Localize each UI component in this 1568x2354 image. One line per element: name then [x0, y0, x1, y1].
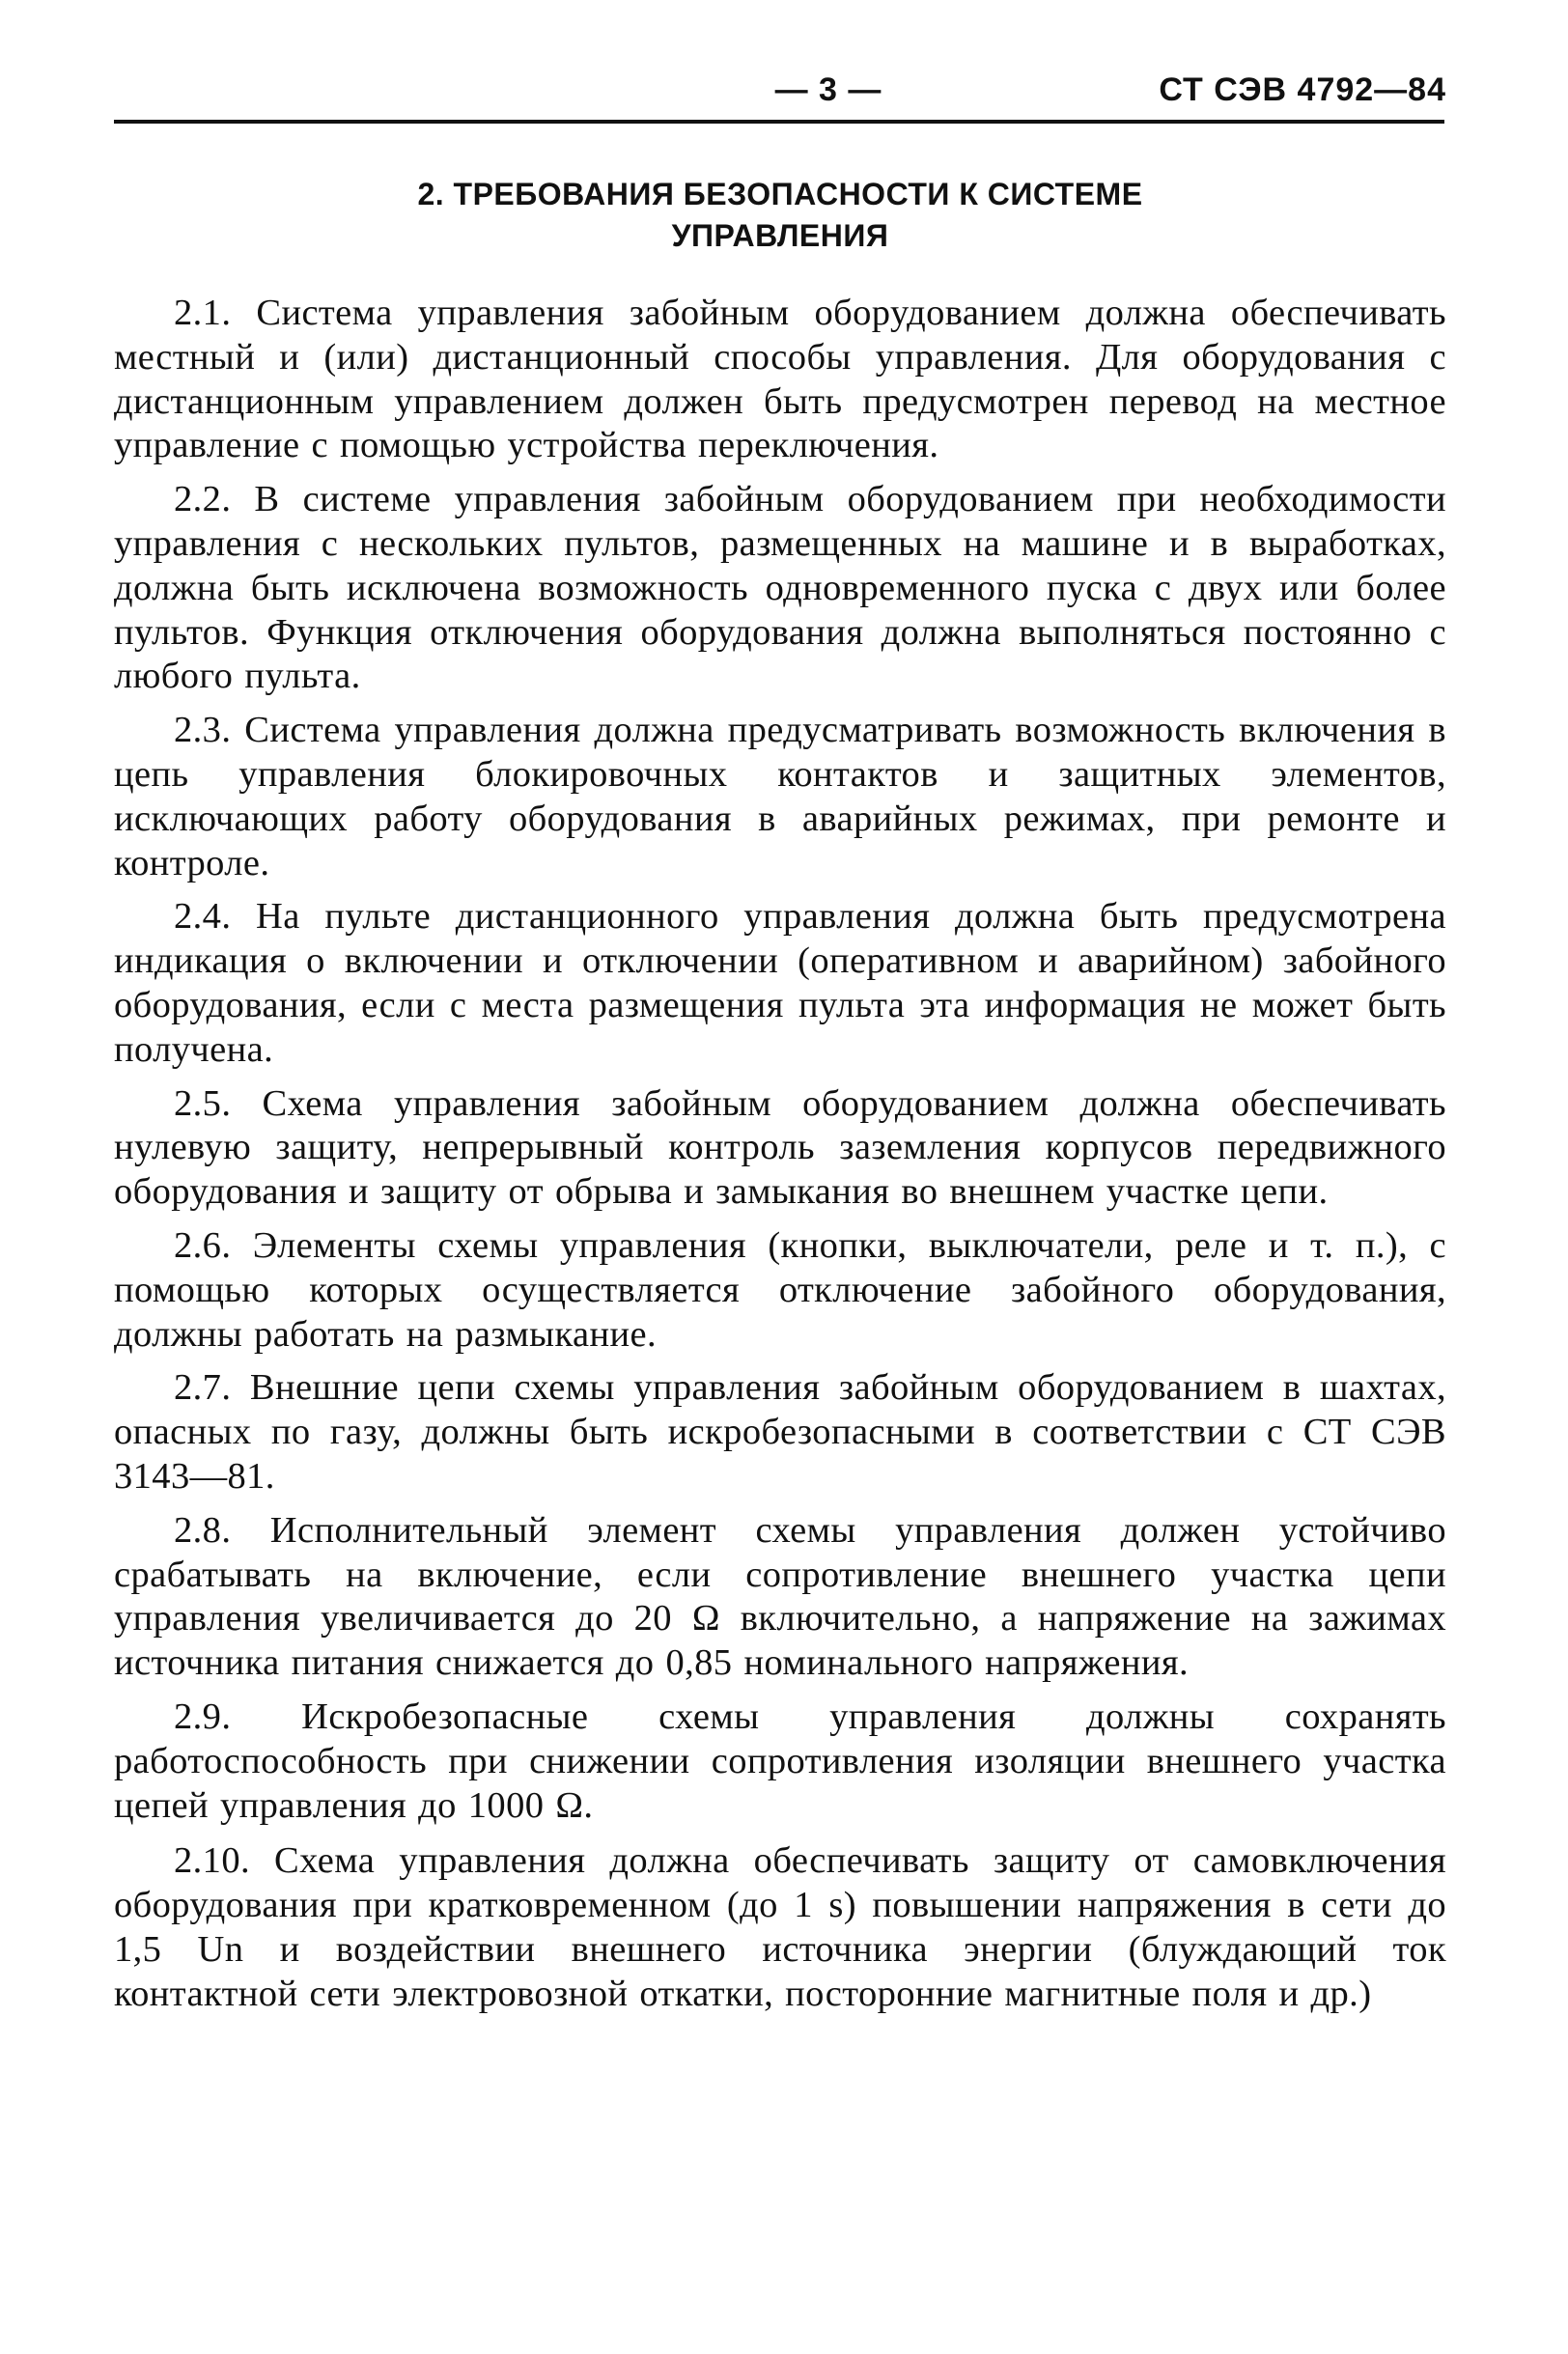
section-title	[114, 174, 1446, 257]
document-code: СТ СЭВ 4792—84	[1159, 71, 1446, 108]
paragraph-2-4: 2.4. На пульте дистанционного управления должна быть предусмотрена индикация о включении и отключении (оперативном и аварийном) забойного оборудования, если с места размещения пульта эта информация не может быть получена.	[114, 896, 1446, 1070]
page-number: — 3 —	[774, 71, 882, 108]
paragraph-2-7: 2.7. Внешние цепи схемы управления забойным оборудованием в шахтах, опасных по газу, должны быть искробезопасными в соответствии с СТ СЭВ 3143—81.	[114, 1367, 1446, 1497]
section-title-line-2: УПРАВЛЕНИЯ	[671, 218, 889, 253]
paragraph-2-3: 2.3. Система управления должна предусматривать возможность включения в цепь управления блокировочных контактов и защитных элементов, исключающих работу оборудования в аварийных режимах, при ремонте и контроле.	[114, 710, 1446, 883]
section-title-line-1: 2. ТРЕБОВАНИЯ БЕЗОПАСНОСТИ К СИСТЕМЕ	[417, 177, 1143, 211]
paragraph-2-1: 2.1. Система управления забойным оборудованием должна обеспечивать местный и (или) дистанционный способы управления. Для оборудования с дистанционным управлением должен быть предусмотрен перевод на местное управление с помощью устройства переключения.	[114, 293, 1446, 466]
paragraph-2-9: 2.9. Искробезопасные схемы управления должны сохранять работоспособность при снижении сопротивления изоляции внешнего участка цепей управления до 1000 Ω.	[114, 1695, 1446, 1826]
paragraph-2-8: 2.8. Исполнительный элемент схемы управления должен устойчиво срабатывать на включение, если сопротивление внешнего участка цепи управления увеличивается до 20 Ω включительно, а напряжение на зажимах источника питания снижается до 0,85 номинального напряжения.	[114, 1509, 1446, 1684]
page-header	[114, 68, 1446, 126]
paragraph-2-6: 2.6. Элементы схемы управления (кнопки, выключатели, реле и т. п.), с помощью которых осуществляется отключение забойного оборудования, должны работать на размыкание.	[114, 1224, 1446, 1355]
paragraph-2-5: 2.5. Схема управления забойным оборудованием должна обеспечивать нулевую защиту, непрерывный контроль заземления корпусов передвижного оборудования и защиту от обрыва и замыкания во внешнем участке цепи.	[114, 1082, 1446, 1213]
header-divider	[114, 120, 1444, 124]
document-body	[114, 292, 1446, 2026]
paragraph-2-10: 2.10. Схема управления должна обеспечивать защиту от самовключения оборудования при кратковременном (до 1 s) повышении напряжения в сети до 1,5 Un и воздействии внешнего источника энергии (блуждающий ток контактной сети электровозной откатки, посторонние магнитные поля и др.)	[114, 1840, 1446, 2014]
paragraph-2-2: 2.2. В системе управления забойным оборудованием при необходимости управления с нескольких пультов, размещенных на машине и в выработках, должна быть исключена возможность одновременного пуска с двух или более пультов. Функция отключения оборудования должна выполняться постоянно с любого пульта.	[114, 479, 1446, 697]
